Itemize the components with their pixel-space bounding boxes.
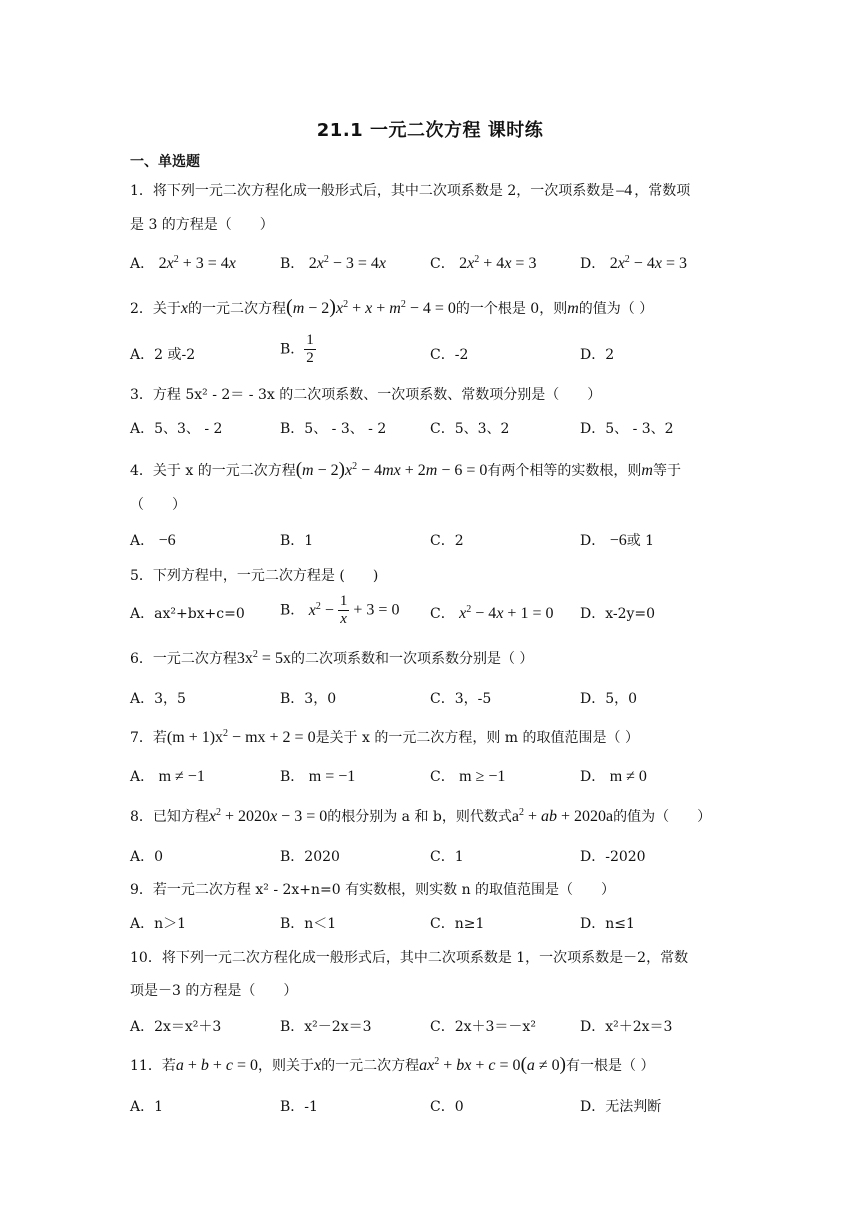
question-8-option-b[interactable]: B．2020 [280, 849, 340, 865]
question-2-option-c[interactable]: C．-2 [430, 347, 469, 363]
question-6-option-b[interactable]: B．3，0 [280, 691, 337, 707]
question-7-stem: 7．若$(m + 1)x^2$ − mx + 2 = 0是关于 x 的一元二次方程，则 m 的取值范围是（ ） [130, 728, 639, 746]
question-4-stem: 4．关于 x 的一元二次方程$(m - 2)x^2 - 4mx + 2m - 6 = 0$有两个相等的实数根，则m等于 [130, 459, 681, 480]
question-5-option-c[interactable]: C． $x^2 - 4x + 1 = 0$ [430, 604, 554, 622]
question-5-option-d[interactable]: D．x-2y=0 [580, 606, 656, 622]
question-6-stem: 6．一元二次方程$3x^2 = 5x$的二次项系数和一次项系数分别是（ ） [130, 649, 534, 667]
question-10-option-a[interactable]: A．2x＝x²＋3 [130, 1019, 222, 1035]
question-1-option-a[interactable]: A． $2x^2 + 3 = 4x$ [130, 254, 236, 272]
question-6-option-a[interactable]: A．3，5 [130, 691, 186, 707]
question-6-option-c[interactable]: C．3，-5 [430, 691, 492, 707]
question-9-option-d[interactable]: D．n≤1 [580, 916, 635, 932]
question-6-option-d[interactable]: D．5，0 [580, 691, 638, 707]
question-11-option-b[interactable]: B．-1 [280, 1099, 318, 1115]
question-2-option-d[interactable]: D．2 [580, 347, 615, 363]
question-10-option-c[interactable]: C．2x＋3＝－x² [430, 1019, 536, 1035]
question-10-stem: 10．将下列一元二次方程化成一般形式后，其中二次项系数是 1，一次项系数是－2，常数 [130, 950, 689, 966]
section-heading: 一、单选题 [130, 154, 200, 170]
question-1-stem-cont: 是 3 的方程是（ ） [130, 217, 274, 233]
question-4-option-c[interactable]: C．2 [430, 533, 464, 549]
question-3-stem: 3．方程 5x² - 2＝ - 3x 的二次项系数、一次项系数、常数项分别是（ ） [130, 387, 602, 403]
question-3-option-a[interactable]: A．5、3、 - 2 [130, 421, 223, 437]
question-4-option-d[interactable]: D． −6或 1 [580, 532, 655, 549]
question-3-option-d[interactable]: D．5、 - 3、2 [580, 421, 674, 437]
question-5-option-b[interactable]: B． $x^2$ − $\frac{1}{x}$ + 3 = 0 [280, 593, 400, 627]
question-9-option-a[interactable]: A．n＞1 [130, 916, 187, 932]
question-8-stem: 8．已知方程$x^2 + 2020x - 3 = 0$的根分别为 a 和 b，则代数式$a^2$ + ab + 2020a的值为（ ） [130, 807, 712, 825]
question-7-option-a[interactable]: A． m ≠ −1 [130, 768, 205, 785]
question-1-option-d[interactable]: D． $2x^2 - 4x = 3$ [580, 254, 687, 272]
question-11-option-a[interactable]: A．1 [130, 1099, 164, 1115]
question-7-option-c[interactable]: C． m ≥ −1 [430, 768, 506, 785]
question-4-stem-cont: （ ） [130, 497, 186, 513]
question-5-stem: 5．下列方程中，一元二次方程是 ( ) [130, 568, 379, 584]
question-11-option-d[interactable]: D．无法判断 [580, 1099, 662, 1115]
question-7-option-b[interactable]: B． m = −1 [280, 768, 356, 785]
question-10-option-d[interactable]: D．x²＋2x＝3 [580, 1019, 673, 1035]
question-9-option-c[interactable]: C．n≥1 [430, 916, 485, 932]
question-11-stem: 11．若a + b + c = 0，则关于x的一元二次方程$ax^2$ + bx + c = 0(a ≠ 0)有一根是（ ） [130, 1054, 655, 1075]
question-1-stem: 1．将下列一元二次方程化成一般形式后，其中二次项系数是 2，一次项系数是 –4 ，常数项 [130, 182, 691, 199]
page-title: 21.1 一元二次方程 课时练 [316, 120, 544, 141]
question-3-option-c[interactable]: C．5、3、2 [430, 421, 510, 437]
question-9-stem: 9．若一元二次方程 x² - 2x+n=0 有实数根，则实数 n 的取值范围是（ ） [130, 882, 616, 898]
question-2-option-a[interactable]: A．2 或-2 [130, 347, 196, 363]
question-1-option-b[interactable]: B． $2x^2 - 3 = 4x$ [280, 254, 387, 272]
question-1-option-c[interactable]: C． $2x^2 + 4x = 3$ [430, 254, 537, 272]
question-8-option-a[interactable]: A．0 [130, 849, 164, 865]
question-4-option-a[interactable]: A． −6 [130, 532, 176, 549]
question-2-option-b[interactable]: B． $\frac{1}{2}$ [280, 332, 314, 366]
question-8-option-d[interactable]: D．-2020 [580, 849, 646, 865]
question-11-option-c[interactable]: C．0 [430, 1099, 464, 1115]
question-9-option-b[interactable]: B．n＜1 [280, 916, 337, 932]
question-10-option-b[interactable]: B．x²－2x＝3 [280, 1019, 372, 1035]
question-7-option-d[interactable]: D． m ≠ 0 [580, 768, 647, 785]
question-2-stem: 2．关于x的一元二次方程$(m - 2)x^2 + x + m^2 - 4 = 0$的一个根是 0，则m的值为（ ） [130, 296, 654, 318]
question-4-option-b[interactable]: B．1 [280, 533, 314, 549]
question-5-option-a[interactable]: A．ax²+bx+c=0 [130, 606, 245, 622]
question-10-stem-cont: 项是－3 的方程是（ ） [130, 983, 298, 999]
question-8-option-c[interactable]: C．1 [430, 849, 464, 865]
question-3-option-b[interactable]: B．5、 - 3、 - 2 [280, 421, 387, 437]
